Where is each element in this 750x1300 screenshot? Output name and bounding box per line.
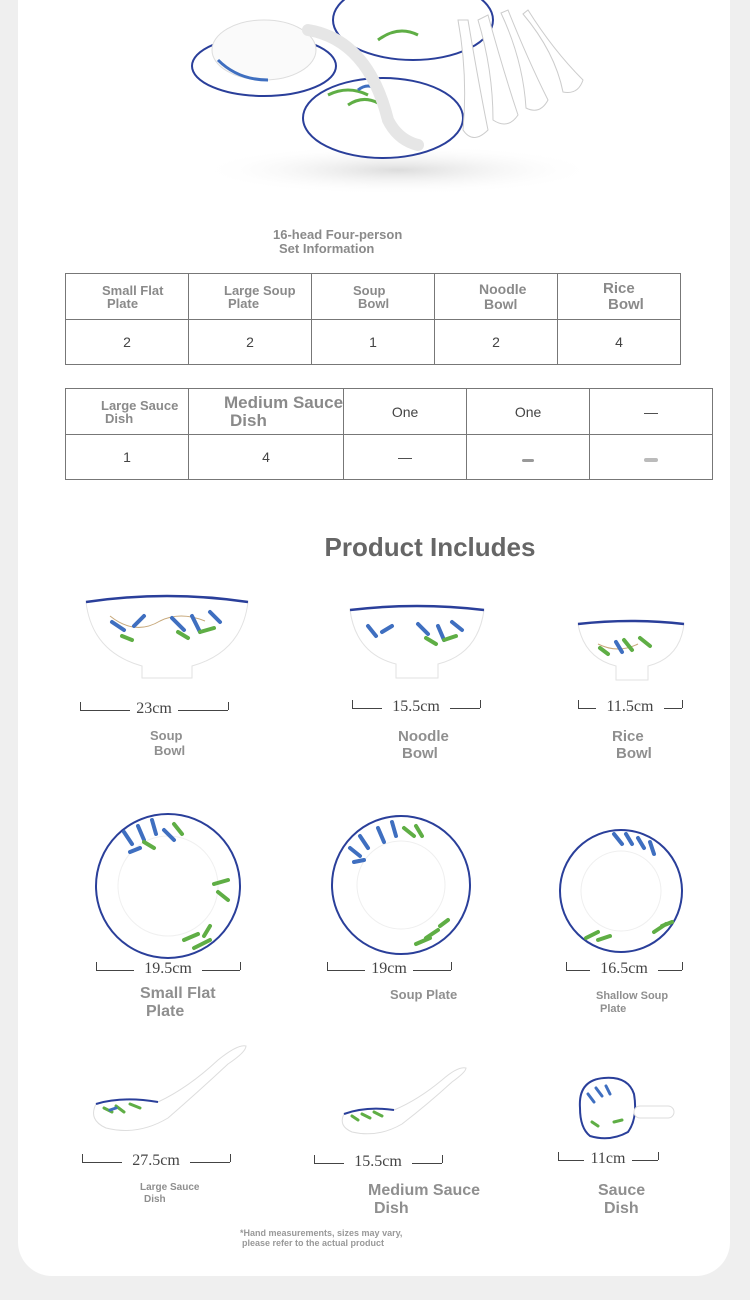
dimension-line — [664, 708, 682, 709]
smudge-mark — [522, 459, 534, 462]
product-name-line: Dish — [144, 1194, 166, 1205]
dimension-line — [314, 1163, 344, 1164]
dimension-line — [558, 1160, 584, 1161]
table-header-cell: Medium Sauce Dish — [189, 389, 344, 435]
table-cell — [590, 435, 713, 480]
table-header-cell: Rice Bowl — [558, 274, 681, 320]
dimension-label: 23cm — [136, 700, 172, 717]
table-cell: 4 — [558, 320, 681, 365]
table-header-row — [66, 389, 713, 435]
dimension-tick — [566, 962, 567, 970]
table-header-cell: Noodle Bowl — [435, 274, 558, 320]
dimension-line — [658, 970, 682, 971]
table-header-cell: Soup Bowl — [312, 274, 435, 320]
dimension-tick — [451, 962, 452, 970]
product-name-line: Soup — [150, 728, 183, 743]
table-header-cell: One — [344, 389, 467, 435]
product-name — [368, 1182, 480, 1218]
set-info-title: 16-head Four-person Set Information — [273, 227, 403, 256]
dimension-tick — [558, 1152, 559, 1160]
dimension-line — [632, 1160, 658, 1161]
dimension-label: 16.5cm — [600, 960, 648, 977]
product-name-line: Medium Sauce — [368, 1182, 481, 1199]
dimension-line — [578, 708, 596, 709]
product-name-line: Dish — [374, 1200, 409, 1217]
dimension-tick — [327, 962, 328, 970]
measurement-note: *Hand measurements, sizes may vary, please refer to the actual product — [240, 1228, 403, 1248]
product-name-line: Small Flat — [140, 985, 216, 1002]
product-name — [140, 1182, 199, 1206]
soup-plate-image — [330, 814, 472, 956]
dimension-label: 11.5cm — [606, 698, 654, 715]
product-name-line: Plate — [146, 1003, 185, 1020]
product-name — [596, 990, 668, 1016]
dimension-tick — [578, 700, 579, 708]
table-cell: 4 — [189, 435, 344, 480]
dimension-tick — [80, 702, 81, 710]
product-name — [140, 985, 216, 1021]
product-name-line: Bowl — [154, 743, 186, 758]
product-name-line: Noodle — [398, 728, 449, 745]
product-name-line: Bowl — [402, 745, 438, 762]
product-name-line: Shallow Soup — [596, 990, 669, 1002]
product-name-line: Bowl — [616, 745, 652, 762]
shallow-soup-plate-image — [558, 828, 684, 954]
dimension-label: 15.5cm — [354, 1153, 402, 1170]
table-cell — [467, 435, 590, 480]
noodle-bowl-image — [348, 602, 486, 684]
dimension-line — [190, 1162, 230, 1163]
dimension-line — [80, 710, 130, 711]
table-header-cell: One — [467, 389, 590, 435]
dimension-tick — [96, 962, 97, 970]
dimension-line — [202, 970, 240, 971]
dimension-tick — [658, 1152, 659, 1160]
table-header-cell: Large Soup Plate — [189, 274, 312, 320]
table-header-cell: — — [590, 389, 713, 435]
table-value-row — [66, 320, 681, 365]
dimension-line — [412, 1163, 442, 1164]
dimension-label: 27.5cm — [132, 1152, 180, 1169]
dimension-tick — [230, 1154, 231, 1162]
table-cell: 1 — [66, 435, 189, 480]
section-title: Product Includes — [324, 532, 536, 562]
product-name — [598, 1182, 645, 1218]
dimension-tick — [442, 1155, 443, 1163]
dimension-label: 19.5cm — [144, 960, 192, 977]
table-header-cell: Small Flat Plate — [66, 274, 189, 320]
hero-tableware-image — [178, 0, 618, 200]
dimension-tick — [480, 700, 481, 708]
dimension-line — [352, 708, 382, 709]
dimension-line — [178, 710, 228, 711]
product-detail-card — [18, 0, 730, 1276]
dimension-label: 15.5cm — [392, 698, 440, 715]
table-header-row — [66, 274, 681, 320]
sauce-dish-image — [576, 1074, 680, 1144]
dimension-line — [327, 970, 365, 971]
large-sauce-dish-image — [88, 1042, 248, 1136]
rice-bowl-image — [576, 618, 686, 686]
product-name-line: Sauce — [598, 1182, 646, 1199]
dimension-line — [82, 1162, 122, 1163]
dimension-tick — [682, 962, 683, 970]
table-value-row — [66, 435, 713, 480]
table-cell: 2 — [435, 320, 558, 365]
set-info-table-2 — [65, 388, 713, 480]
set-info-table-1 — [65, 273, 681, 365]
dimension-line — [413, 970, 451, 971]
soup-bowl-image — [82, 592, 252, 684]
dimension-tick — [352, 700, 353, 708]
dimension-tick — [314, 1155, 315, 1163]
dimension-tick — [240, 962, 241, 970]
dimension-label: 19cm — [371, 960, 407, 977]
table-cell: — — [344, 435, 467, 480]
product-name-line: Dish — [604, 1200, 639, 1217]
product-name-line: Rice — [612, 728, 644, 745]
table-cell: 2 — [189, 320, 312, 365]
product-name — [398, 728, 449, 762]
dimension-line — [96, 970, 134, 971]
product-name-line: Plate — [600, 1003, 627, 1015]
table-cell: 1 — [312, 320, 435, 365]
dimension-line — [566, 970, 590, 971]
small-flat-plate-image — [94, 812, 242, 960]
dimension-label: 11cm — [590, 1150, 626, 1167]
table-header-cell: Large Sauce Dish — [66, 389, 189, 435]
product-name-line: Large Sauce — [140, 1182, 200, 1193]
product-name — [390, 987, 457, 1002]
table-cell: 2 — [66, 320, 189, 365]
product-name-line: Soup Plate — [390, 987, 458, 1002]
dimension-tick — [228, 702, 229, 710]
product-name — [150, 728, 185, 758]
medium-sauce-dish-image — [338, 1064, 468, 1140]
dimension-tick — [682, 700, 683, 708]
smudge-mark — [644, 458, 658, 462]
product-name — [612, 728, 652, 762]
dimension-line — [450, 708, 480, 709]
dimension-tick — [82, 1154, 83, 1162]
